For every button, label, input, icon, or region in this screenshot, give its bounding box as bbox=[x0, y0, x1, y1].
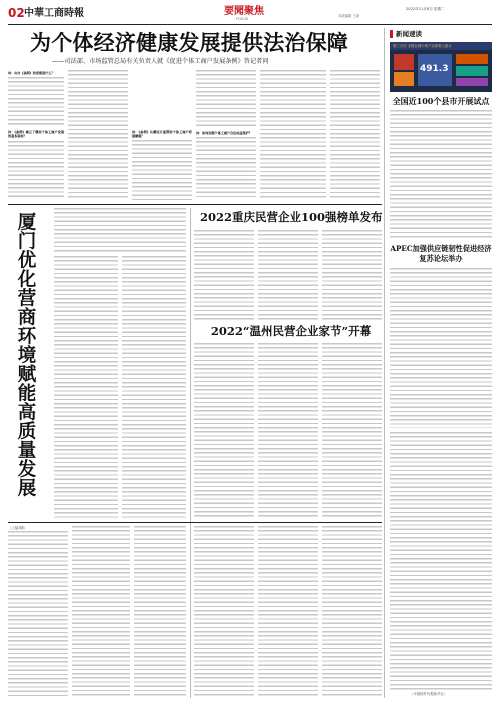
main-subheadline: ——司法部、市场监管总局有关负责人就《促进个体工商户发展条例》答记者问 bbox=[52, 58, 269, 65]
photo-story-body bbox=[390, 110, 492, 240]
news-brief-tag bbox=[390, 28, 492, 40]
chongqing-col-1 bbox=[194, 230, 254, 320]
bottom-col-3 bbox=[134, 526, 186, 697]
news-photo bbox=[390, 42, 492, 92]
issue-meta: 2022年11月8日 星期二 bbox=[406, 7, 445, 11]
chongqing-col-3 bbox=[322, 230, 382, 320]
qa-question-4: 问：如何加强个体工商户合法权益保护？ bbox=[196, 131, 252, 135]
apec-headline: APEC加强供应链韧性促进经济复苏论坛举办 bbox=[390, 244, 492, 263]
section-rule-bottom bbox=[8, 522, 382, 523]
column-title-en: FOCUS bbox=[236, 17, 248, 21]
main-story-col-1 bbox=[8, 70, 64, 200]
main-story-col-5 bbox=[260, 70, 326, 200]
main-story-col-2 bbox=[68, 70, 128, 200]
bottom-col-1 bbox=[8, 531, 68, 697]
right-column-divider bbox=[384, 28, 385, 698]
news-brief-label: 新闻速读 bbox=[396, 30, 422, 38]
bottom-col-2 bbox=[72, 526, 130, 697]
chongqing-col-2 bbox=[258, 230, 318, 320]
xiamen-vertical-headline: 厦门优化营商环境赋能高质量发展 bbox=[15, 212, 36, 497]
section-rule-top bbox=[8, 204, 382, 205]
masthead bbox=[8, 6, 492, 22]
right-col-lower bbox=[390, 432, 492, 690]
column-title: 要聞聚焦 bbox=[224, 6, 264, 17]
bottom-col-6 bbox=[322, 526, 382, 697]
main-headline: 为个体经济健康发展提供法治保障 bbox=[30, 30, 348, 55]
apec-story-body bbox=[390, 268, 492, 428]
main-story-col-4 bbox=[196, 70, 256, 200]
photo-caption-headline: 全国近100个县市开展试点 bbox=[392, 96, 490, 106]
bottom-col-4 bbox=[194, 526, 254, 697]
qa-question-3: 问：《条例》从哪些方面帮助个体工商户纾困解难？ bbox=[132, 130, 192, 139]
page-number: 02 bbox=[8, 6, 25, 20]
screen-value: 491.3 bbox=[420, 64, 449, 74]
xiamen-story-body-1 bbox=[54, 256, 118, 518]
xiamen-story-intro bbox=[54, 208, 186, 252]
main-story-col-3 bbox=[132, 70, 192, 200]
mid-column-divider bbox=[190, 208, 191, 698]
wenzhou-headline: 2022“温州民营企业家节”开幕 bbox=[210, 324, 372, 338]
main-story-col-6 bbox=[330, 70, 380, 200]
qa-question-2: 问：《条例》确立了哪些个体工商户发展的基本原则？ bbox=[8, 130, 64, 139]
paper-name: 中華工商時報 bbox=[24, 8, 84, 19]
wenzhou-col-3 bbox=[322, 343, 382, 518]
bottom-col-5 bbox=[258, 526, 318, 697]
wenzhou-col-1 bbox=[194, 343, 254, 518]
qa-question-1: 问：出台《条例》的背景是什么？ bbox=[8, 71, 55, 75]
xiamen-story-body-2 bbox=[122, 256, 186, 518]
page-footnote: （本版稿件均据新华社） bbox=[410, 692, 448, 696]
masthead-rule bbox=[8, 24, 492, 25]
editor-credit: 本版编辑 王新 bbox=[338, 14, 360, 18]
wenzhou-col-2 bbox=[258, 343, 318, 518]
chongqing-headline: 2022重庆民营企业100强榜单发布 bbox=[200, 210, 383, 224]
screen-title: 第三方评 全国百城个体户实体收入统计 bbox=[393, 43, 452, 48]
bottom-intro: （上接1版） bbox=[8, 526, 28, 530]
